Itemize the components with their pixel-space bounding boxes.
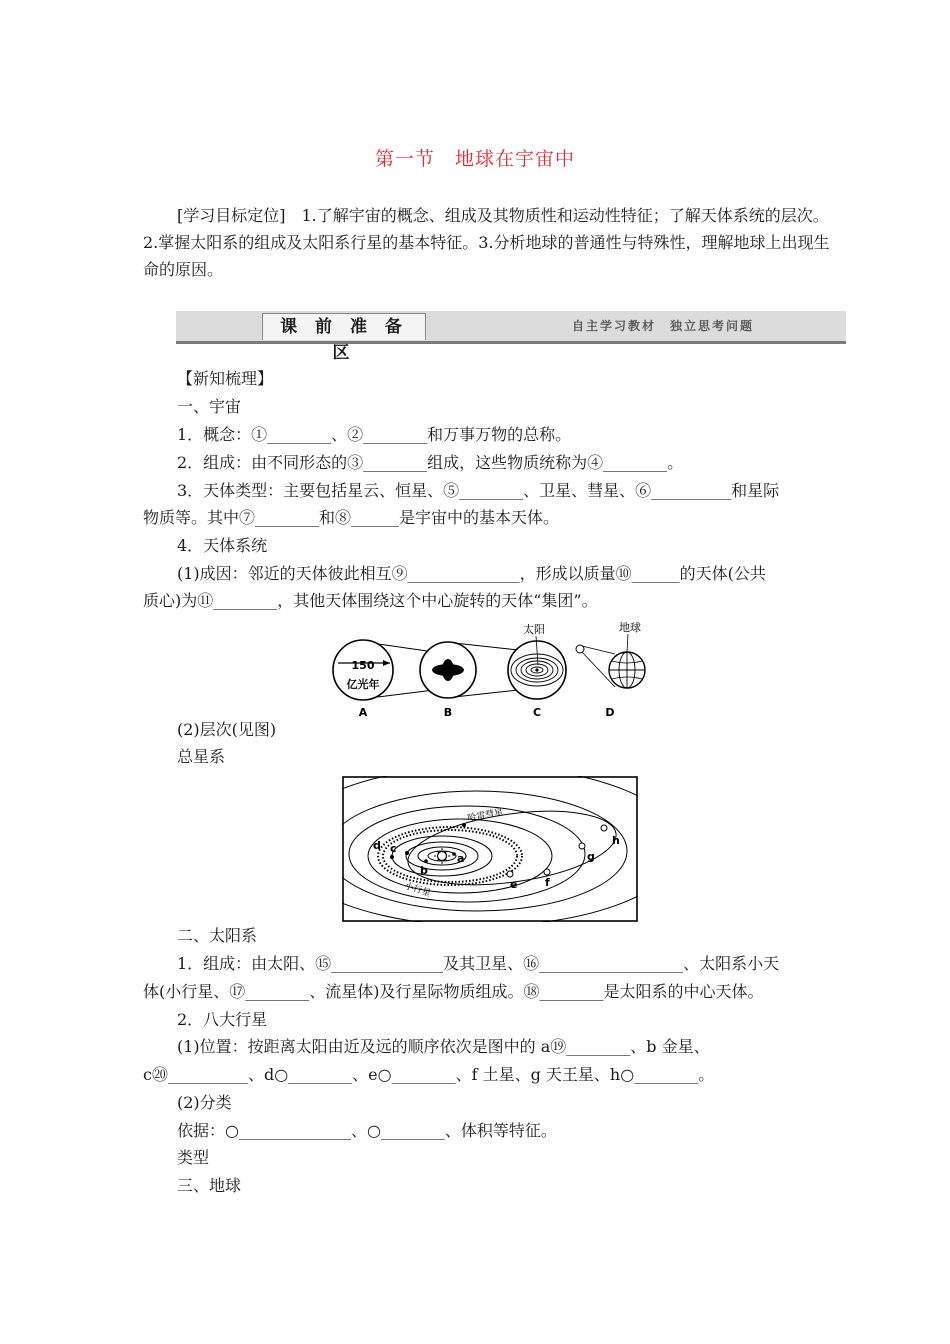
section-banner: [176, 311, 846, 363]
fig2-planet-d: d: [373, 839, 381, 852]
fig2-planet-g: g: [587, 850, 595, 863]
banner-title: 课 前 准 备 区: [262, 313, 426, 340]
fig2-planet-b: b: [420, 864, 428, 877]
heading-earth: 三、地球: [177, 1176, 242, 1195]
item-celestial-types-cont: 物质等。其中⑦________和⑧______是宇宙中的基本天体。: [143, 508, 560, 527]
fig1-label-d: D: [605, 706, 615, 719]
item-cause: (1)成因：邻近的天体彼此相互⑨______________，形成以质量⑩______的天体(公共: [177, 564, 766, 583]
item-solar-composition-cont: 体(小行星、⑰________、流星体)及行星际物质组成。⑱________是太阳系的中心天体。: [143, 982, 764, 1001]
item-classification: (2)分类: [177, 1093, 232, 1112]
fig2-planet-f: f: [545, 876, 550, 889]
item-universe-total: 总星系: [177, 747, 226, 766]
fig2-halley-label: 哈雷彗星: [466, 807, 504, 824]
item-composition: 2．组成：由不同形态的③________组成，这些物质统称为④________。: [177, 453, 684, 472]
banner-subtitle: 自主学习教材 独立思考问题: [571, 319, 754, 333]
item-concept: 1．概念：①________、②________和万事万物的总称。: [177, 425, 572, 444]
fig1-sun-label: 太阳: [523, 623, 545, 636]
section-heading-new-knowledge: 【新知梳理】: [177, 369, 274, 388]
item-celestial-systems: 4．天体系统: [177, 536, 268, 555]
item-basis: 依据：○______________、○________、体积等特征。: [177, 1121, 557, 1140]
item-levels: (2)层次(见图): [177, 720, 277, 739]
item-celestial-types: 3．天体类型：主要包括星云、恒星、⑤________、卫星、彗星、⑥__________和星际: [177, 481, 780, 500]
item-types: 类型: [177, 1148, 210, 1167]
page-title: 第一节 地球在宇宙中: [374, 148, 575, 170]
item-cause-cont: 质心)为⑪________，其他天体围绕这个中心旋转的天体“集团”。: [143, 591, 598, 610]
item-position: (1)位置：按距离太阳由近及远的顺序依次是图中的 a⑲________、b 金星、: [177, 1037, 710, 1056]
fig2-planet-a: a: [457, 852, 465, 865]
fig2-asteroid-label: 小行星: [403, 881, 432, 900]
fig2-planet-e: e: [510, 878, 518, 891]
learning-objectives: [学习目标定位] 1.了解宇宙的概念、组成及其物质性和运动性特征；了解天体系统的层次。2.掌握太阳系的组成及太阳系行星的基本特征。3.分析地球的普通性与特殊性，理解地球上出现生命的原因。: [143, 206, 830, 279]
fig2-planet-c: c: [390, 842, 397, 855]
item-eight-planets: 2．八大行星: [177, 1010, 268, 1029]
fig1-distance-unit: 亿光年: [346, 678, 380, 691]
fig1-distance-value: 150: [351, 659, 375, 672]
celestial-system-levels-figure: [330, 615, 650, 725]
heading-universe: 一、宇宙: [177, 397, 242, 416]
item-position-cont: c⑳__________、d○________、e○________、f 土星、g 天王星、h○________。: [143, 1065, 715, 1084]
fig1-label-a: A: [358, 706, 368, 719]
item-solar-composition: 1．组成：由太阳、⑮______________及其卫星、⑯__________________、太阳系小天: [177, 954, 780, 973]
fig1-earth-label: 地球: [619, 621, 641, 634]
fig1-label-c: C: [532, 706, 542, 719]
fig1-label-b: B: [443, 706, 453, 719]
solar-system-figure: [342, 776, 638, 922]
heading-solar-system: 二、太阳系: [177, 926, 258, 945]
fig2-planet-h: h: [612, 834, 620, 847]
